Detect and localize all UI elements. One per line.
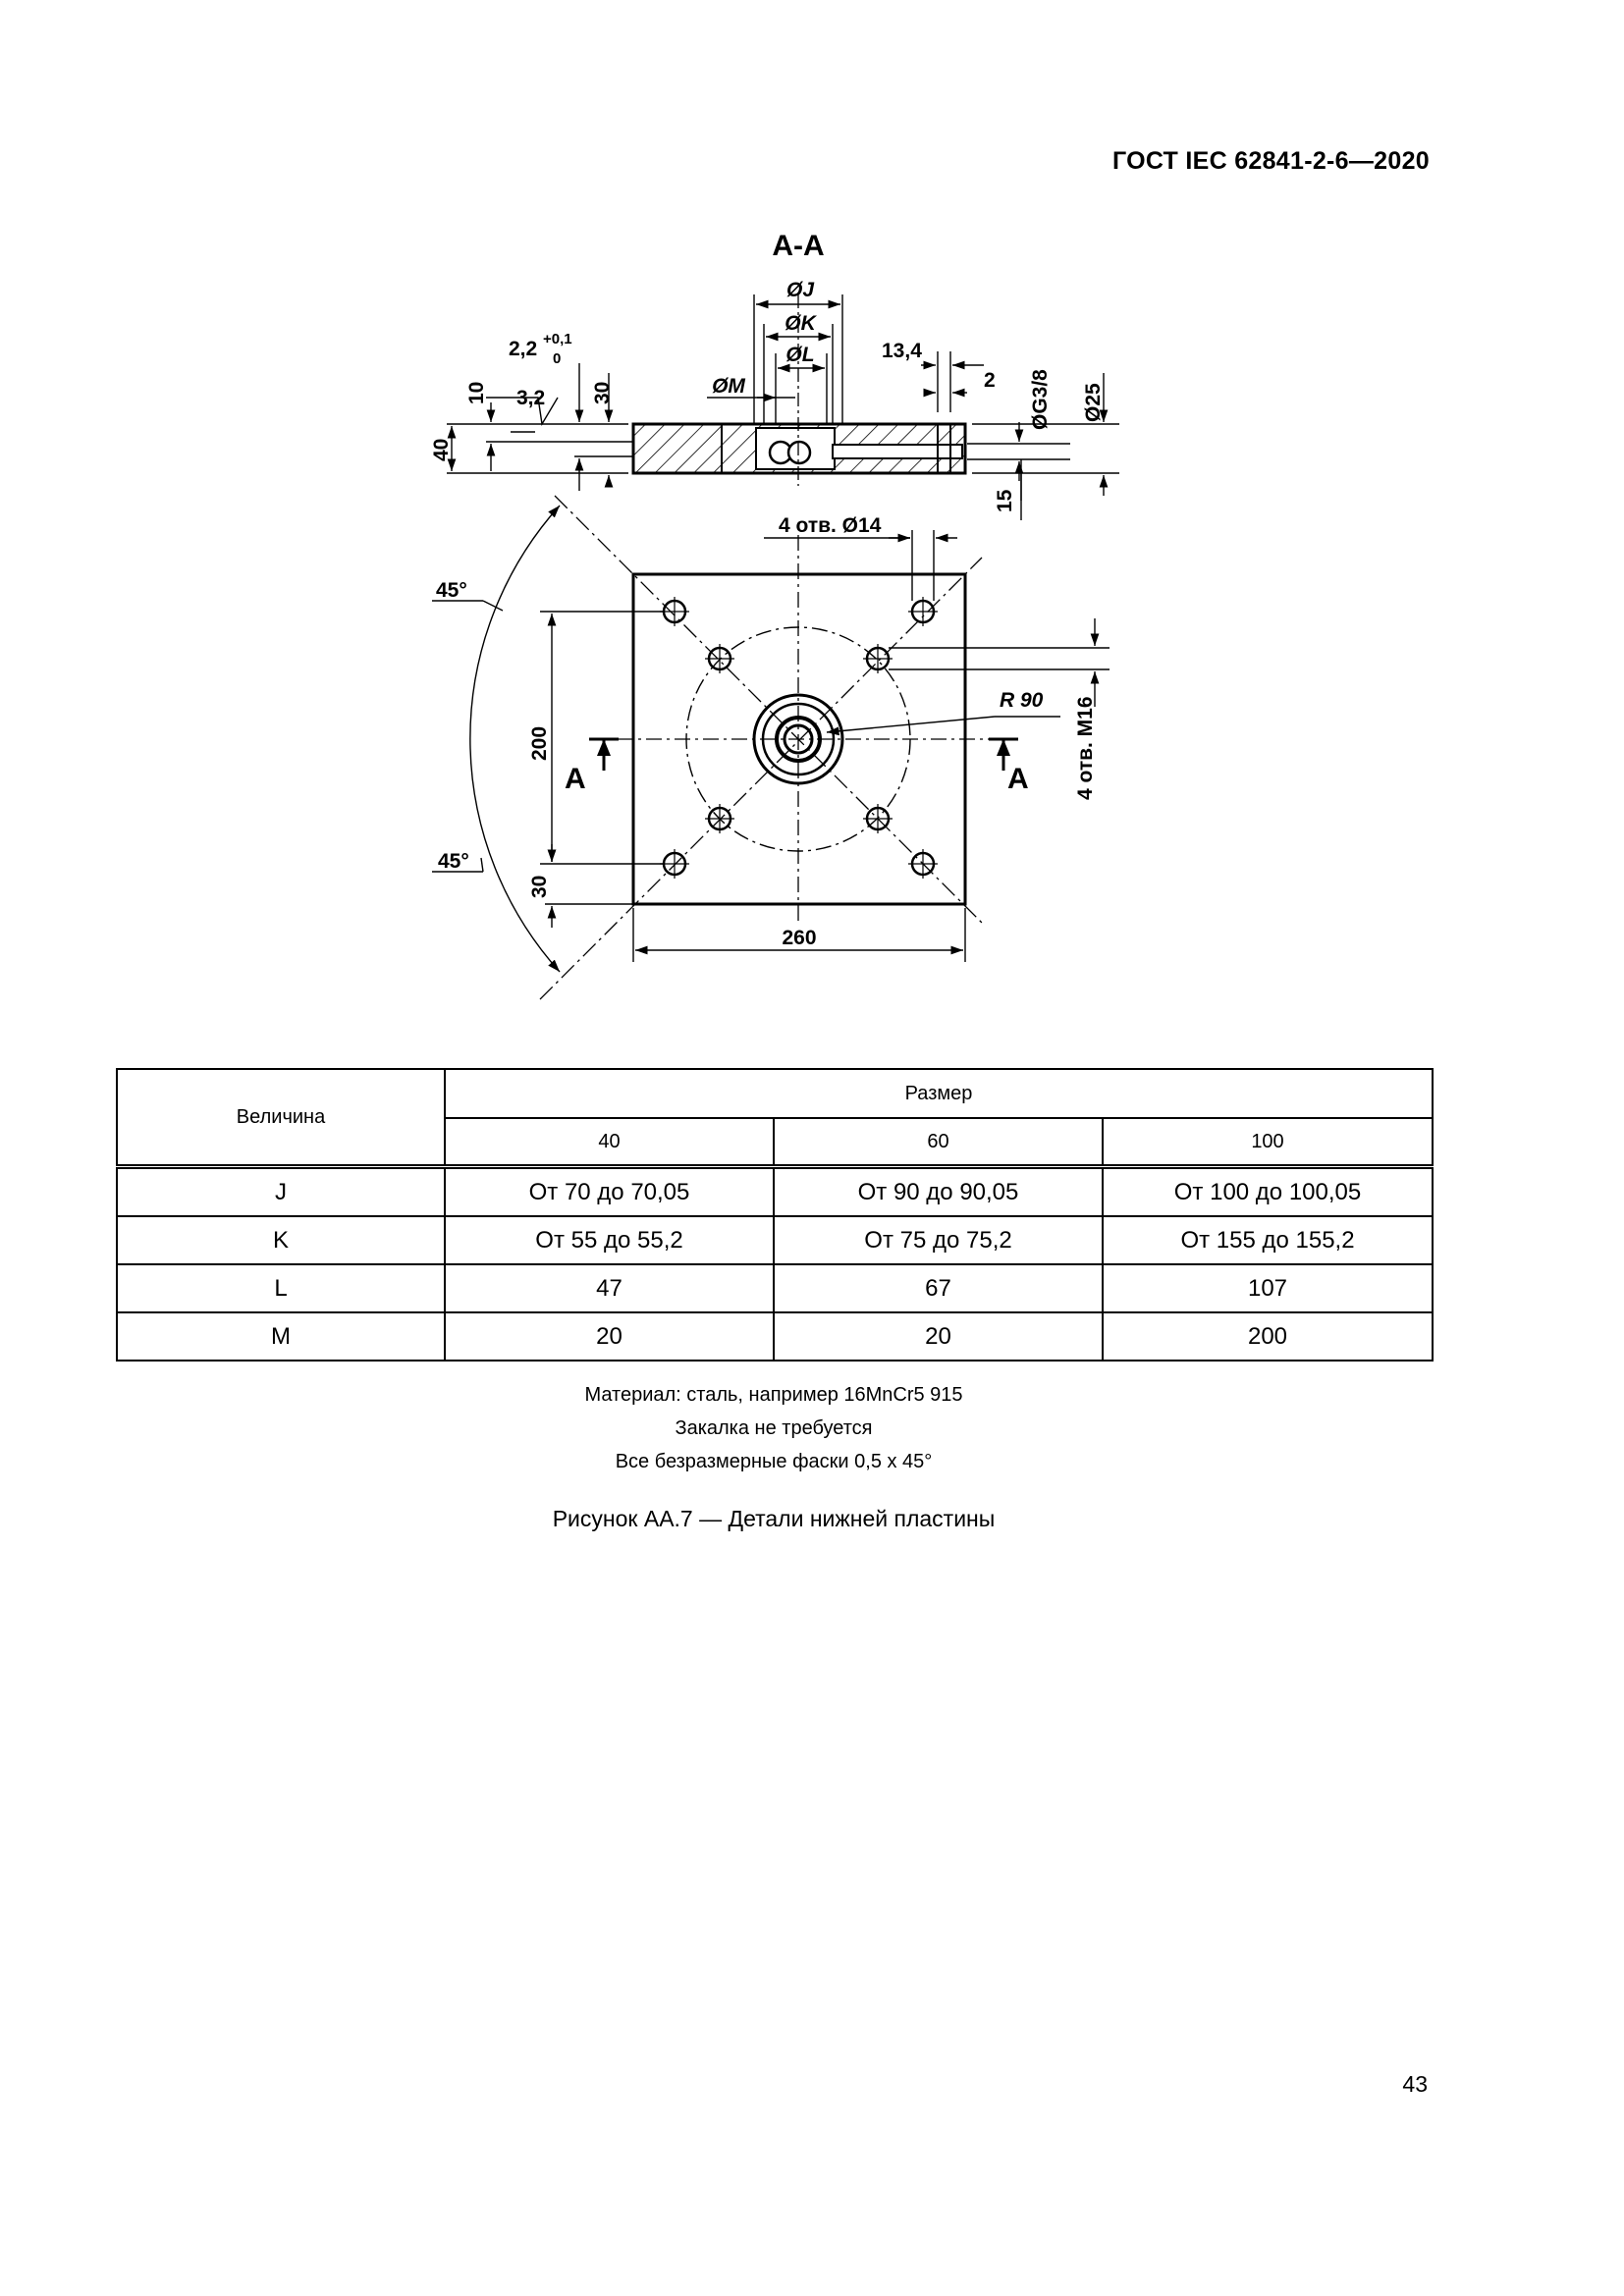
cell-value: От 75 до 75,2: [774, 1216, 1103, 1264]
hole-m16-top-right: [863, 644, 893, 673]
dim-phi-k: ØK: [785, 312, 816, 335]
dim-g3-8: ØG3/8: [1029, 369, 1052, 430]
hole-m16-top-left: [705, 644, 734, 673]
dim-tolerance-lower: 0: [553, 350, 562, 367]
header-quantity: Величина: [117, 1069, 445, 1167]
cell-value: От 100 до 100,05: [1103, 1167, 1433, 1217]
dim-angle-top: 45°: [436, 579, 467, 602]
dim-15: 15: [994, 489, 1016, 512]
dim-30-top: 30: [591, 381, 614, 404]
dim-d25: Ø25: [1082, 383, 1105, 422]
dim-40: 40: [430, 438, 453, 461]
dim-10: 10: [465, 381, 488, 404]
dimensions-table: [116, 1068, 1434, 1362]
hole-14-bottom-right: [908, 849, 938, 879]
plan-view: [540, 496, 997, 999]
note-material: Материал: сталь, например 16MnCr5 915: [584, 1384, 963, 1406]
row-name: M: [117, 1312, 445, 1361]
dim-tolerance-base: 2,2: [509, 338, 538, 360]
header-size-40: 40: [445, 1118, 774, 1167]
dim-phi-l: ØL: [785, 344, 815, 366]
cell-value: 200: [1103, 1312, 1433, 1361]
table-row: [117, 1312, 1433, 1361]
hole-14-top-right: [908, 597, 938, 626]
dim-m16: 4 отв. M16: [1074, 696, 1097, 800]
dim-holes-14: 4 отв. Ø14: [779, 514, 882, 537]
row-name: L: [117, 1264, 445, 1312]
cell-value: 107: [1103, 1264, 1433, 1312]
table-row: [117, 1167, 1433, 1217]
dim-r90: R 90: [1000, 689, 1044, 712]
cell-value: От 55 до 55,2: [445, 1216, 774, 1264]
page-number: 43: [1402, 2071, 1428, 2097]
table-row: [117, 1264, 1433, 1312]
dim-roughness: 3,2: [516, 387, 546, 409]
note-hardening: Закалка не требуется: [675, 1417, 873, 1439]
notes: [0, 1378, 1547, 1478]
dim-tolerance-upper: +0,1: [543, 331, 572, 347]
hole-14-top-left: [660, 597, 689, 626]
cell-value: 20: [445, 1312, 774, 1361]
dim-phi-j: ØJ: [785, 279, 815, 301]
cell-value: 20: [774, 1312, 1103, 1361]
row-name: J: [117, 1167, 445, 1217]
section-dimension-labels: [430, 279, 1105, 512]
plan-dimension-labels: [436, 514, 1097, 949]
figure-caption: Рисунок АА.7 — Детали нижней пластины: [552, 1506, 996, 1531]
note-chamfers: Все безразмерные фаски 0,5 х 45°: [615, 1451, 933, 1472]
cell-value: От 90 до 90,05: [774, 1167, 1103, 1217]
dim-phi-m: ØM: [712, 375, 745, 398]
header-size-100: 100: [1103, 1118, 1433, 1167]
dim-260: 260: [782, 927, 817, 949]
header-size-60: 60: [774, 1118, 1103, 1167]
technical-drawing: [0, 0, 1624, 1021]
cell-value: 47: [445, 1264, 774, 1312]
document-code: ГОСТ IEC 62841-2-6—2020: [1111, 147, 1430, 175]
section-title: А-А: [772, 230, 825, 262]
row-name: K: [117, 1216, 445, 1264]
dim-30-bottom: 30: [528, 875, 551, 898]
section-mark-left: A: [565, 763, 586, 795]
table-row: [117, 1216, 1433, 1264]
cell-value: От 155 до 155,2: [1103, 1216, 1433, 1264]
section-dimensions: [447, 294, 1119, 520]
cell-value: От 70 до 70,05: [445, 1167, 774, 1217]
hole-m16-bottom-left: [705, 804, 734, 833]
cell-value: 67: [774, 1264, 1103, 1312]
dim-angle-bottom: 45°: [438, 850, 469, 873]
dim-13-4: 13,4: [882, 340, 922, 362]
hole-14-bottom-left: [660, 849, 689, 879]
header-size: Размер: [445, 1069, 1433, 1118]
section-mark-right: A: [1007, 763, 1029, 795]
dim-200: 200: [528, 725, 551, 761]
dim-2: 2: [984, 369, 996, 392]
